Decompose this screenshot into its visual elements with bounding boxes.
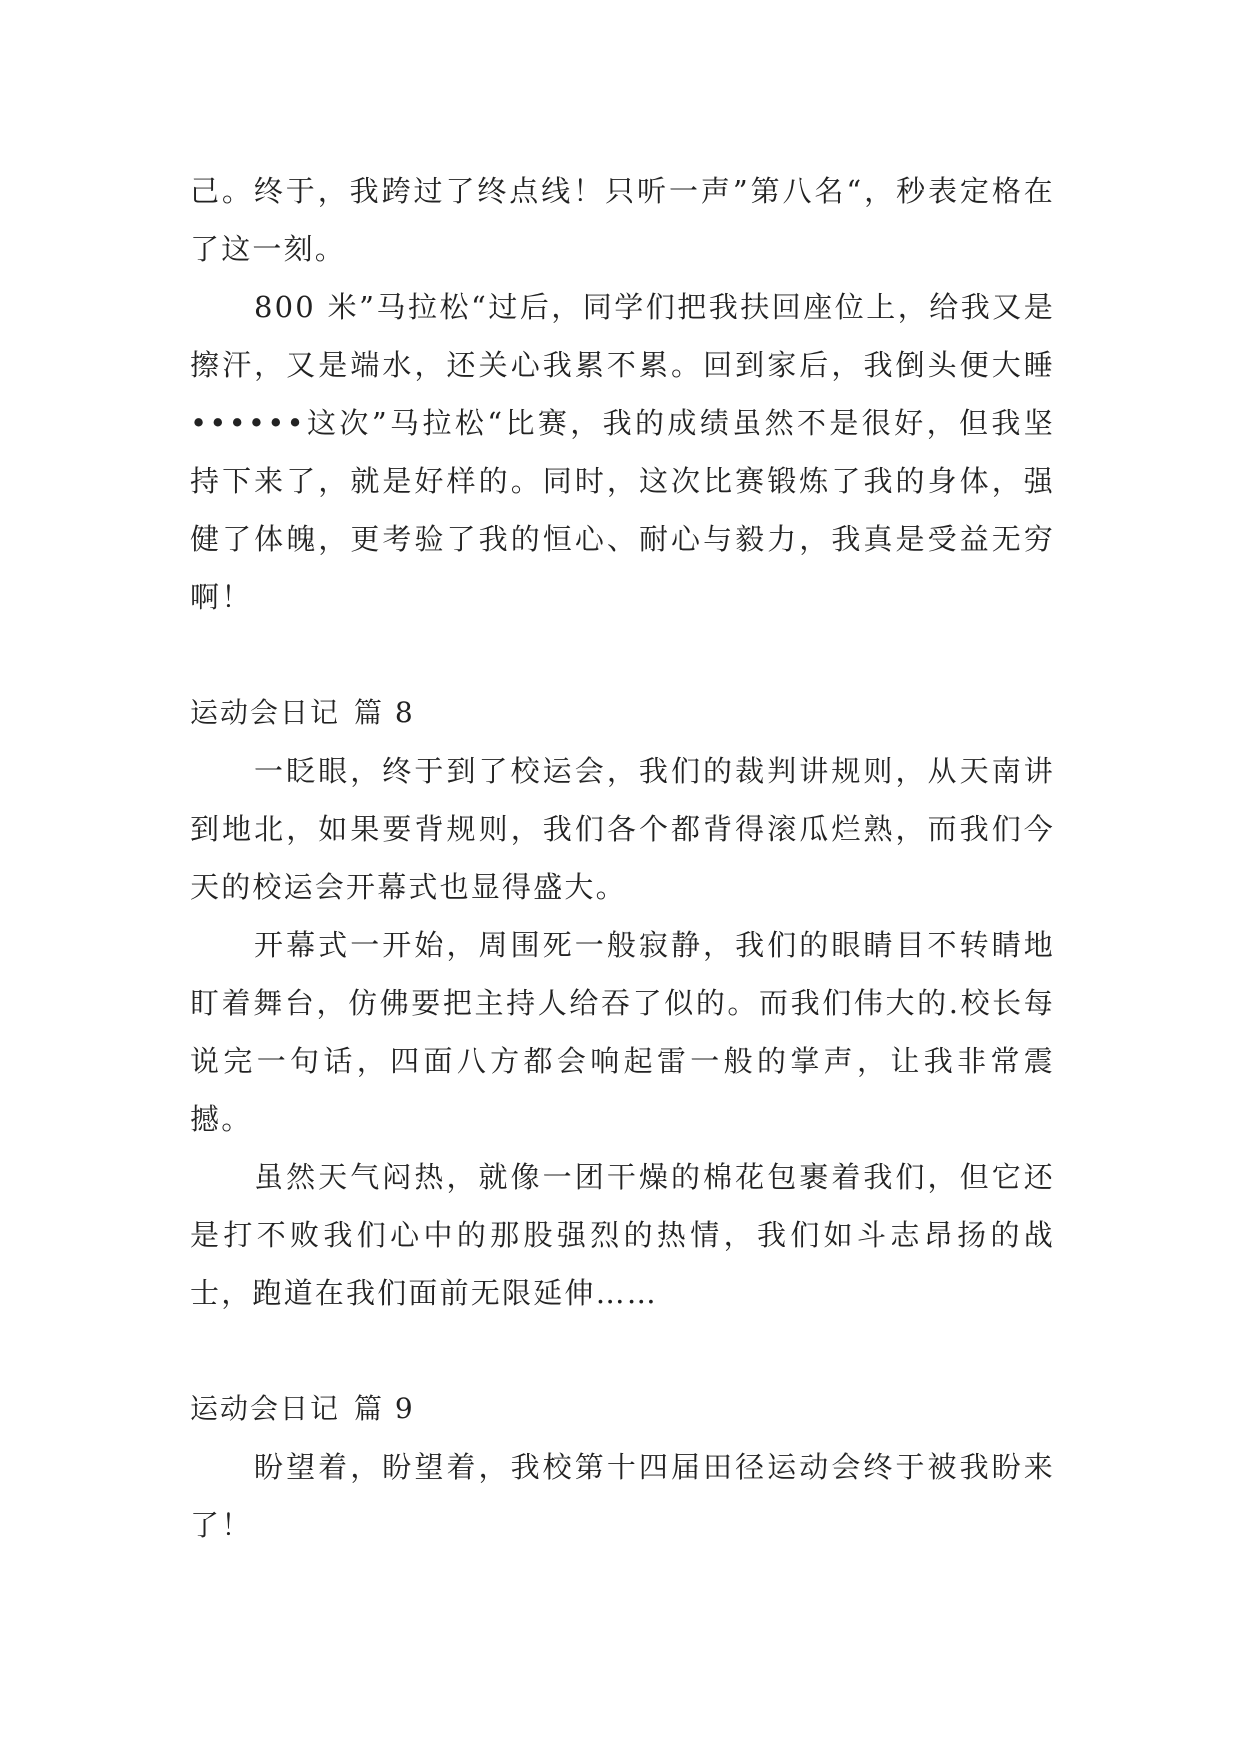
paragraph-continuation: 己。终于，我跨过了终点线！只听一声”第八名“，秒表定格在了这一刻。 xyxy=(190,174,1055,266)
paragraph-hot-weather: 虽然天气闷热，就像一团干燥的棉花包裹着我们，但它还是打不败我们心中的那股强烈的热情，我们如斗志昂扬的战士，跑道在我们面前无限延伸…… xyxy=(190,1160,1055,1310)
paragraph-school-sports-meet: 一眨眼，终于到了校运会，我们的裁判讲规则，从天南讲到地北，如果要背规则，我们各个都背得滚瓜烂熟，而我们今天的校运会开幕式也显得盛大。 xyxy=(190,754,1055,904)
section-heading-title: 运动会日记 xyxy=(190,696,341,729)
section-heading-8 xyxy=(190,684,1055,742)
section-heading-label: 篇 9 xyxy=(354,1392,415,1425)
paragraph-marathon-aftermath: 800 米”马拉松“过后，同学们把我扶回座位上，给我又是擦汗，又是端水，还关心我累不累。回到家后，我倒头便大睡••••••这次”马拉松“比赛，我的成绩虽然不是很好，但我坚持下来了，就是好样的。同时，这次比赛锻炼了我的身体，强健了体魄，更考验了我的恒心、耐心与毅力，我真是受益无穷啊！ xyxy=(190,290,1055,614)
section-heading-9 xyxy=(190,1380,1055,1438)
section-heading-title: 运动会日记 xyxy=(190,1392,341,1425)
document-body xyxy=(190,162,1055,1554)
paragraph-opening-ceremony: 开幕式一开始，周围死一般寂静，我们的眼睛目不转睛地盯着舞台，仿佛要把主持人给吞了似的。而我们伟大的.校长每说完一句话，四面八方都会响起雷一般的掌声，让我非常震撼。 xyxy=(190,928,1055,1136)
section-heading-label: 篇 8 xyxy=(354,696,415,729)
paragraph-anticipation: 盼望着，盼望着，我校第十四届田径运动会终于被我盼来了！ xyxy=(190,1450,1055,1542)
